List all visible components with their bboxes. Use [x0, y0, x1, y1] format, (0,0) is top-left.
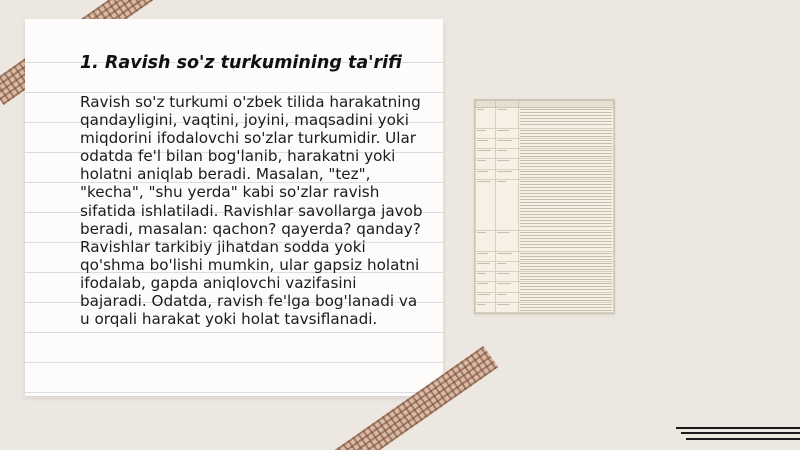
table-header-cell: [496, 101, 519, 108]
table-cell-texture: [497, 273, 508, 276]
table-cell-texture: [520, 294, 612, 301]
table-cell: [496, 108, 519, 129]
table-cell-texture: [497, 232, 509, 235]
table-cell-texture: [477, 304, 485, 307]
table-cell-texture: [477, 140, 488, 143]
table-cell-texture: [477, 150, 491, 153]
table-row: [476, 251, 614, 261]
table-cell-texture: [477, 273, 486, 276]
table-cell-texture: [497, 294, 506, 297]
table-cell-texture: [520, 171, 612, 178]
table-cell-texture: [520, 140, 612, 147]
table-cell: [519, 231, 614, 252]
table-cell: [496, 159, 519, 169]
table-cell: [476, 128, 496, 138]
table-cell: [496, 231, 519, 252]
table-cell: [519, 282, 614, 292]
table-header-row: [476, 101, 614, 108]
table-cell-texture: [520, 283, 612, 290]
table-cell-texture: [520, 130, 612, 137]
table-cell-texture: [497, 140, 512, 143]
table-cell-texture: [477, 171, 488, 174]
table-cell-texture: [497, 109, 506, 112]
table-cell: [519, 159, 614, 169]
table-body: [476, 108, 614, 313]
table-cell-texture: [477, 130, 486, 133]
table-cell-texture: [520, 160, 612, 167]
table-cell: [519, 302, 614, 312]
table-row: [476, 138, 614, 148]
table-cell-texture: [520, 253, 612, 260]
table-cell: [519, 108, 614, 129]
table-image-grid: [475, 100, 614, 313]
table-row: [476, 149, 614, 159]
table-cell: [519, 179, 614, 230]
table-row: [476, 261, 614, 271]
table-row: [476, 272, 614, 282]
table-cell-texture: [497, 283, 511, 286]
table-cell-texture: [520, 273, 612, 280]
table-cell: [496, 169, 519, 179]
table-cell-texture: [497, 171, 511, 174]
table-cell-texture: [477, 263, 490, 266]
table-cell: [519, 128, 614, 138]
table-cell: [476, 138, 496, 148]
table-cell-texture: [477, 283, 488, 286]
table-cell-texture: [520, 304, 612, 311]
table-cell-texture: [477, 294, 490, 297]
table-cell: [496, 292, 519, 302]
decorative-line: [676, 427, 800, 429]
decorative-line: [686, 438, 800, 440]
table-row: [476, 128, 614, 138]
table-cell-texture: [477, 232, 486, 235]
table-cell: [519, 138, 614, 148]
table-cell: [476, 282, 496, 292]
table-cell: [476, 179, 496, 230]
table-cell: [519, 251, 614, 261]
table-cell: [496, 251, 519, 261]
table-cell: [496, 179, 519, 230]
table-cell: [476, 108, 496, 129]
table-row: [476, 169, 614, 179]
table-cell: [519, 292, 614, 302]
table-cell-texture: [497, 181, 506, 184]
table-cell: [519, 149, 614, 159]
table-cell-texture: [520, 181, 612, 229]
table-row: [476, 179, 614, 230]
table-cell-texture: [497, 304, 508, 307]
table-cell: [519, 272, 614, 282]
table-cell-texture: [497, 150, 506, 153]
table-cell: [476, 169, 496, 179]
table-cell: [476, 272, 496, 282]
table-row: [476, 231, 614, 252]
table-cell: [476, 261, 496, 271]
table-cell-texture: [497, 263, 506, 266]
table-cell: [496, 128, 519, 138]
table-cell-texture: [497, 253, 511, 256]
table-cell: [519, 261, 614, 271]
table-cell-texture: [477, 160, 486, 163]
slide-title: 1. Ravish so'z turkumining ta'rifi: [80, 53, 402, 73]
table-cell-texture: [477, 253, 488, 256]
table-row: [476, 108, 614, 129]
table-cell: [496, 138, 519, 148]
table-cell: [496, 302, 519, 312]
table-row: [476, 292, 614, 302]
decorative-line: [681, 432, 800, 434]
table-cell: [496, 149, 519, 159]
table-cell: [476, 231, 496, 252]
table-header-cell: [519, 101, 614, 108]
table-cell: [476, 159, 496, 169]
table-cell: [476, 149, 496, 159]
table-cell: [476, 251, 496, 261]
table-cell-texture: [497, 130, 509, 133]
table-cell-texture: [520, 150, 612, 157]
table-cell: [496, 282, 519, 292]
table-cell-texture: [477, 181, 491, 184]
table-cell: [519, 169, 614, 179]
table-cell-texture: [520, 232, 612, 250]
table-cell-texture: [520, 109, 612, 127]
table-cell: [476, 302, 496, 312]
table-row: [476, 159, 614, 169]
slide-body-text: Ravish so'z turkumi o'zbek tilida harakatning qandayligini, vaqtini, joyini, maqsadini yoki miqdorini ifodalovchi so'zlar turkumidir. Ular odatda fe'l bilan bog'lanib, harakatni yoki holatni aniqlab beradi. Masalan, "tez", "kecha", "shu yerda" kabi so'zlar ravish sifatida ishlatiladi. Ravishlar savollarga javob beradi, masalan: qachon? qayerda? qanday? Ravishlar tarkibiy jihatdan sodda yoki qo'shma bo'lishi mumkin, ular gapsiz holatni ifodalab, gapda aniqlovchi vazifasini bajaradi. Odatda, ravish fe'lga bog'lanadi va u orqali harakat yoki holat tavsiflanadi.: [80, 93, 423, 329]
table-cell: [496, 261, 519, 271]
table-row: [476, 282, 614, 292]
table-row: [476, 302, 614, 312]
table-image: [474, 99, 615, 314]
table-cell-texture: [497, 160, 509, 163]
table-cell: [476, 292, 496, 302]
table-cell-texture: [477, 109, 484, 112]
table-cell-texture: [520, 263, 612, 270]
table-header-cell: [476, 101, 496, 108]
table-cell: [496, 272, 519, 282]
